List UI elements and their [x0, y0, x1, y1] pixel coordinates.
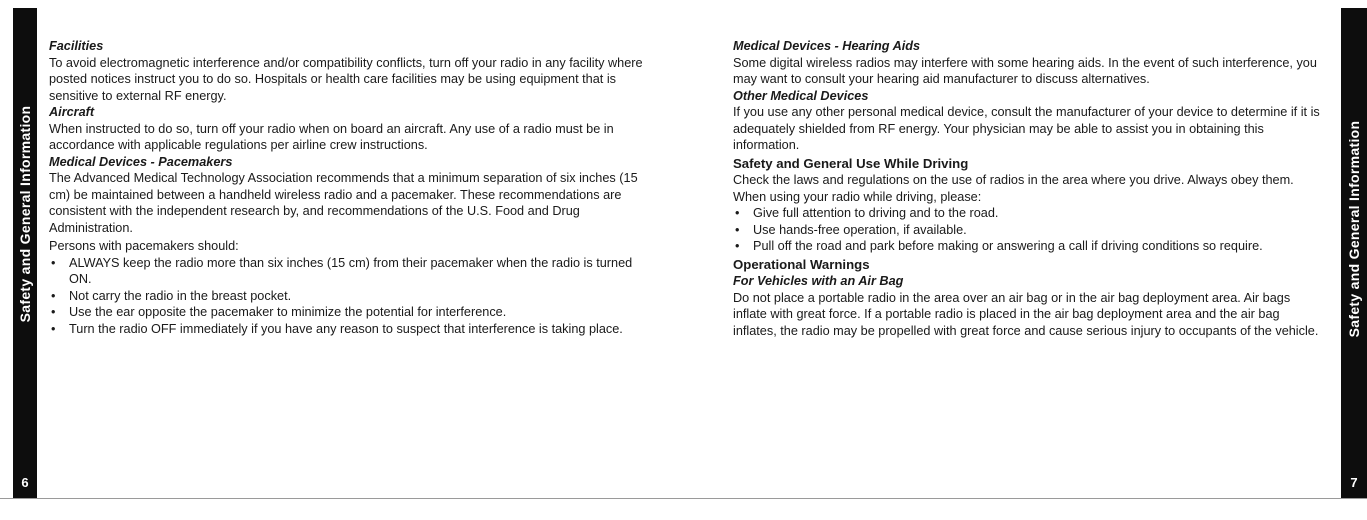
pacemakers-intro: Persons with pacemakers should:	[49, 239, 239, 253]
list-item: • Give full attention to driving and to the road.	[733, 205, 1323, 222]
other-devices-text: If you use any other personal medical device, consult the manufacturer of your device to determine if it is adequately shielded from RF energy. Your physician may be able to assist you in obtaining this information.	[733, 105, 1320, 152]
air-bag-text: Do not place a portable radio in the area over an air bag or in the air bag deployment area. Air bags inflate with great force. If a portable radio is placed in the air bag deployment area and the air bag inflates, the radio may be propelled with great force and cause serious injury to occupants of the vehicle.	[733, 290, 1319, 338]
aircraft-heading: Aircraft	[49, 105, 95, 119]
facilities-text: To avoid electromagnetic interference and/or compatibility conflicts, turn off your radio in any facility where posted notices instruct you to do so. Hospitals or health care facilities may be using equipment that is sensitive to external RF energy.	[49, 55, 643, 103]
left-page-content	[49, 38, 649, 337]
list-item: • Use hands-free operation, if available.	[733, 222, 1323, 239]
right-page-number: 7	[1350, 475, 1358, 490]
facilities-heading: Facilities	[49, 39, 104, 53]
pacemakers-text: The Advanced Medical Technology Association recommends that a minimum separation of six inches (15 cm) be maintained between a handheld wireless radio and a pacemaker. These recommendations are consistent with the independent research by, and recommendations of the U.S. Food and Drug Administration.	[49, 171, 638, 235]
left-tab-label: Safety and General Information	[17, 105, 33, 323]
list-item: • Use the ear opposite the pacemaker to minimize the potential for interference.	[49, 304, 649, 321]
hearing-aids-text: Some digital wireless radios may interfere with some hearing aids. In the event of such interference, you may want to consult your hearing aid manufacturer to discuss alternatives.	[733, 55, 1317, 86]
left-side-tab	[13, 8, 37, 498]
warnings-heading: Operational Warnings	[733, 256, 870, 272]
right-tab-label: Safety and General Information	[1346, 120, 1362, 337]
driving-text: Check the laws and regulations on the use of radios in the area where you drive. Always obey them. When using your radio while driving, please:	[733, 173, 1294, 204]
air-bag-heading: For Vehicles with an Air Bag	[733, 274, 904, 288]
right-page-content	[733, 38, 1323, 339]
aircraft-text: When instructed to do so, turn off your radio when on board an aircraft. Any use of a radio must be in accordance with applicable regulations per airline crew instructions.	[49, 121, 614, 152]
list-item: • Not carry the radio in the breast pocket.	[49, 288, 649, 305]
bottom-divider	[0, 498, 1367, 499]
other-devices-heading: Other Medical Devices	[733, 88, 869, 103]
left-page-number: 6	[21, 475, 29, 490]
pacemakers-bullet-list	[49, 255, 649, 338]
pacemakers-heading: Medical Devices - Pacemakers	[49, 154, 233, 169]
driving-bullet-list	[733, 205, 1323, 255]
list-item: • Pull off the road and park before making or answering a call if driving conditions so require.	[733, 238, 1323, 255]
hearing-aids-heading: Medical Devices - Hearing Aids	[733, 39, 921, 53]
right-side-tab	[1341, 8, 1367, 498]
list-item: • Turn the radio OFF immediately if you have any reason to suspect that interference is taking place.	[49, 321, 649, 338]
driving-heading: Safety and General Use While Driving	[733, 155, 969, 171]
list-item: • ALWAYS keep the radio more than six inches (15 cm) from their pacemaker when the radio is turned ON.	[49, 255, 649, 288]
